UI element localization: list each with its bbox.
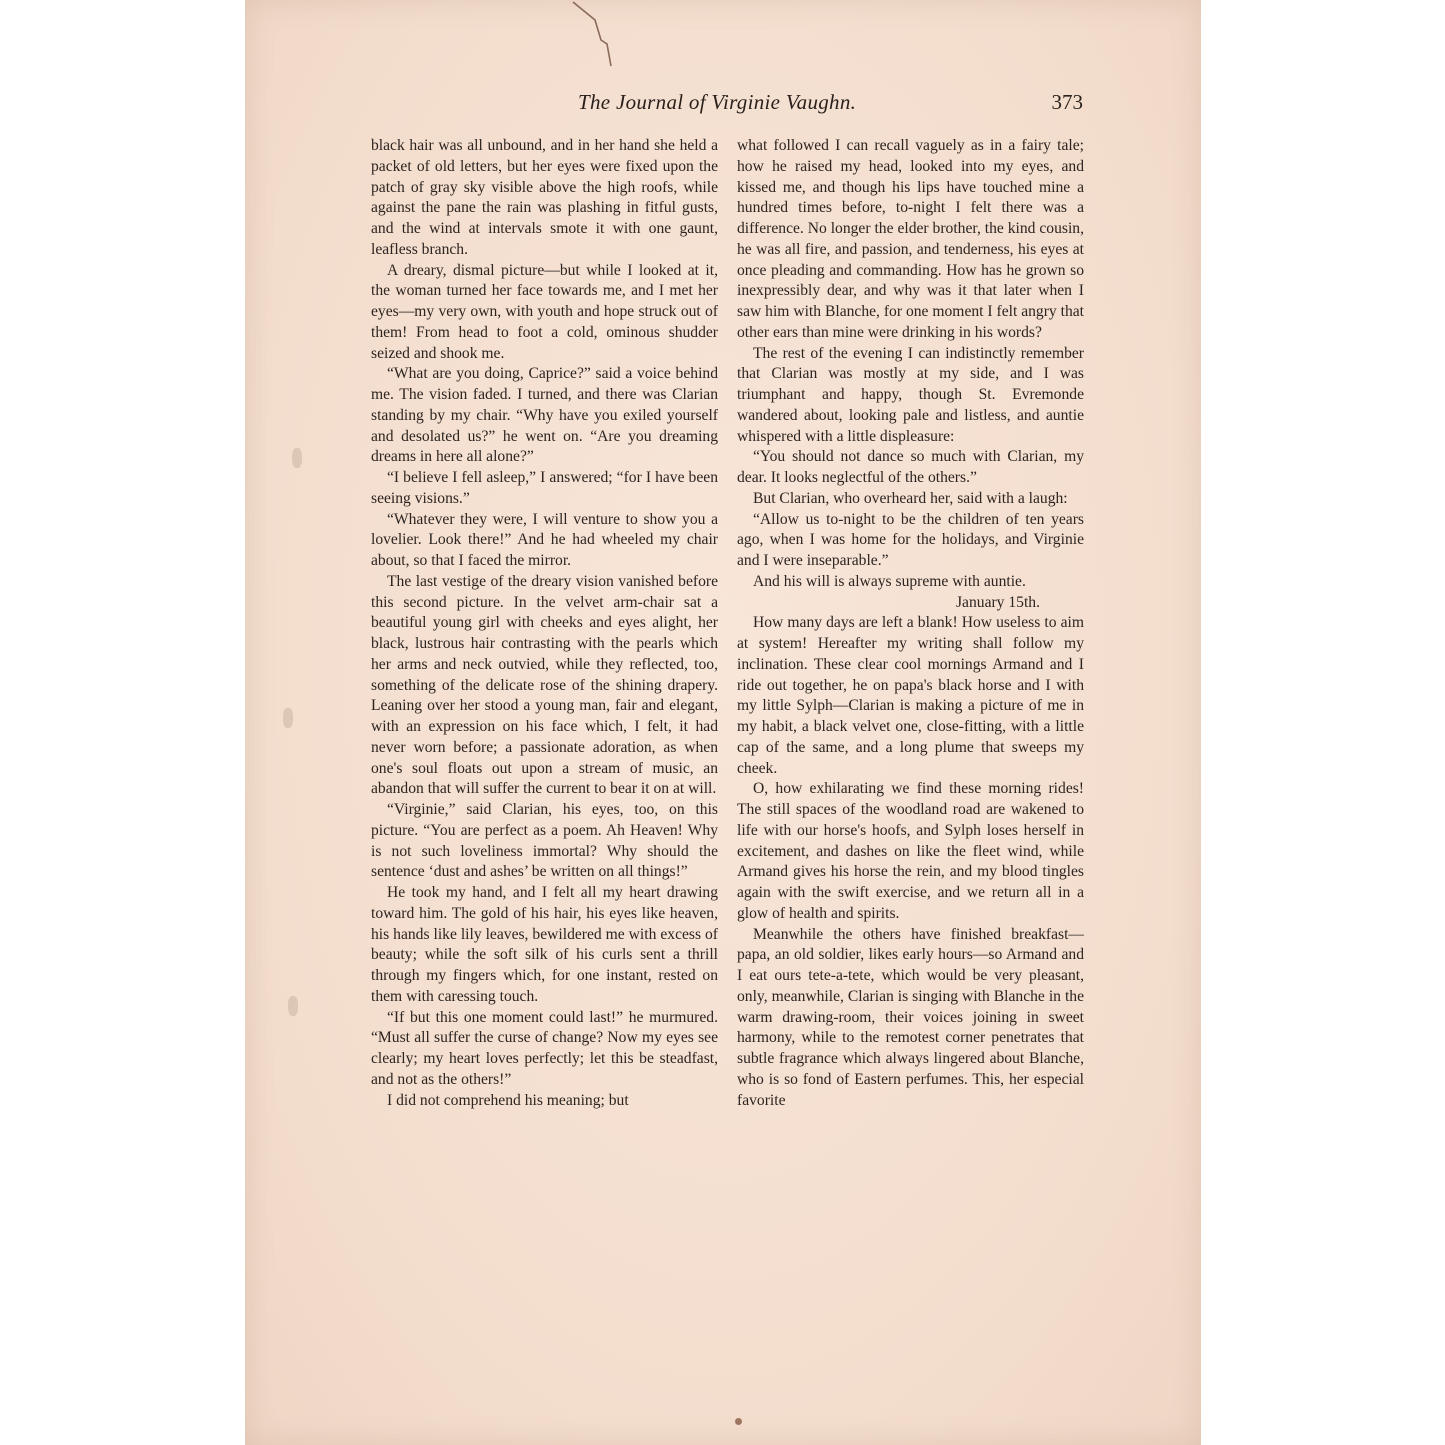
running-title: The Journal of Virginie Vaughn. [578, 90, 857, 114]
foxing-spot [735, 1418, 742, 1425]
paragraph: He took my hand, and I felt all my heart drawing toward him. The gold of his hair, his eyes like heaven, his hands like lily leaves, bewildered me with excess of beauty; while the soft silk of his curls sent a thrill through my fingers which, for one instant, rested on them with caressing touch. [371, 884, 718, 1005]
journal-dateline: January 15th. [955, 593, 1040, 611]
binding-hole-middle [283, 708, 293, 728]
paragraph: “Allow us to-night to be the children of ten years ago, when I was home for the holidays, and Virginie and I were inseparable.” [737, 510, 1084, 569]
paragraph: How many days are left a blank! How useless to aim at system! Hereafter my writing shall follow my inclination. These clear cool mornings Armand and I ride out together, he on papa's black horse and I with my little Sylph—Clarian is making a picture of me in my habit, a black velvet one, close-fitting, with a little cap of the same, and a long plume that sweeps my cheek. [737, 614, 1084, 777]
paragraph: The last vestige of the dreary vision vanished before this second picture. In the velvet arm-chair sat a beautiful young girl with cheeks and eyes alight, her black, lustrous hair contrasting with the pearls which her arms and neck outvied, while they reflected, too, something of the delicate rose of the shining drapery. Leaning over her stood a young man, fair and elegant, with an expression on his face which, I felt, it had never worn before; a passionate adoration, as when one's soul floats out upon a stream of music, an abandon that will suffer the current to bear it on at will. [371, 572, 718, 798]
paragraph: O, how exhilarating we find these morning rides! The still spaces of the woodland road are wakened to life with our horse's hoofs, and Sylph loses herself in excitement, and dashes on like the fleet wind, while Armand gives his horse the rein, and my blood tingles again with the swift exercise, and we return all in a glow of health and spirits. [737, 780, 1084, 922]
paragraph: “Whatever they were, I will venture to show you a lovelier. Look there!” And he had wheeled my chair about, so that I faced the mirror. [371, 510, 718, 569]
torn-corner-mark [567, 0, 627, 70]
paragraph: I did not comprehend his meaning; but [387, 1091, 629, 1109]
right-column [737, 136, 1084, 1111]
paragraph: “Virginie,” said Clarian, his eyes, too, on this picture. “You are perfect as a poem. Ah Heaven! Why is not such loveliness immortal? Why should the sentence ‘dust and ashes’ be written on all things!” [371, 801, 718, 881]
paragraph: A dreary, dismal picture—but while I looked at it, the woman turned her face towards me, and I met her eyes—my very own, with youth and hope struck out of them! From head to foot a cold, ominous shudder seized and shook me. [371, 261, 718, 362]
running-head [578, 90, 1083, 118]
paragraph: Meanwhile the others have finished breakfast—papa, an old soldier, likes early hours—so Armand and I eat ours tete-a-tete, which would be very pleasant, only, meanwhile, Clarian is singing with Blanche in the warm drawing-room, their voices joining in sweet harmony, while to the remotest corner penetrates that subtle fragrance which always lingered about Blanche, who is so fond of Eastern perfumes. This, her especial favorite [737, 925, 1084, 1109]
left-column [371, 136, 718, 1111]
paragraph: “What are you doing, Caprice?” said a voice behind me. The vision faded. I turned, and there was Clarian standing by my chair. “Why have you exiled yourself and desolated us?” he went on. “Are you dreaming dreams in here all alone?” [371, 365, 718, 466]
binding-hole-top [292, 448, 302, 468]
paragraph: The rest of the evening I can indistinctly remember that Clarian was mostly at my side, and I was triumphant and happy, though St. Evremonde wandered about, looking pale and listless, and auntie whispered with a little displeasure: [737, 344, 1084, 445]
paragraph: black hair was all unbound, and in her hand she held a packet of old letters, but her eyes were fixed upon the patch of gray sky visible above the high roofs, while against the pane the rain was plashing in fitful gusts, and the wind at intervals smote it with one gaunt, leafless branch. [371, 137, 718, 258]
paragraph: “If but this one moment could last!” he murmured. “Must all suffer the curse of change? Now my eyes see clearly; my heart loves perfectly; let this be steadfast, and not as the others!” [371, 1008, 718, 1088]
paragraph: And his will is always supreme with auntie. [753, 572, 1026, 590]
paragraph: But Clarian, who overheard her, said with a laugh: [753, 489, 1068, 507]
page-number: 373 [1051, 90, 1083, 114]
paragraph: what followed I can recall vaguely as in a fairy tale; how he raised my head, looked into my eyes, and kissed me, and though his lips have touched mine a hundred times before, to-night I felt there was a difference. No longer the elder brother, the kind cousin, he was all fire, and passion, and tenderness, his eyes at once pleading and commanding. How has he grown so inexpressibly dear, and why was it that later when I saw him with Blanche, for one moment I felt angry that other ears than mine were drinking in his words? [737, 137, 1084, 341]
binding-hole-bottom [288, 996, 298, 1016]
paragraph: “You should not dance so much with Clarian, my dear. It looks neglectful of the others.” [737, 448, 1084, 486]
paragraph: “I believe I fell asleep,” I answered; “for I have been seeing visions.” [371, 469, 718, 507]
